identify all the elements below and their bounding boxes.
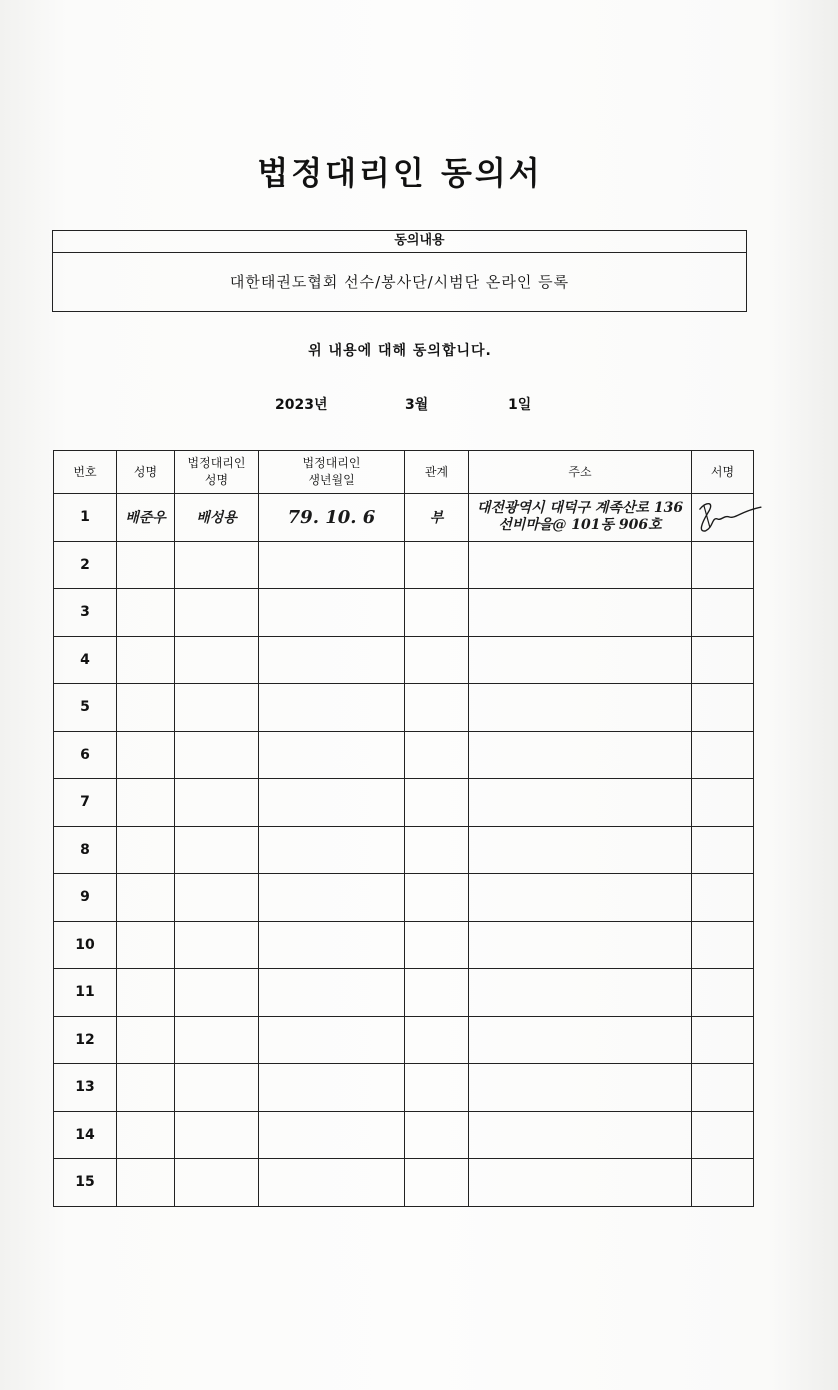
header-guardian-birth-line2: 생년월일 [308,473,355,487]
agree-statement: 위 내용에 대해 동의합니다. [308,343,492,359]
table-row [54,1016,754,1064]
date-year: 2023년 [275,397,328,413]
row-number: 10 [54,921,117,969]
table-row [54,874,754,922]
row-number: 4 [54,636,117,684]
table-row [54,731,754,779]
row-number: 7 [54,779,117,827]
document-title: 법정대리인 동의서 [257,154,543,192]
table-row [54,541,754,589]
date-month: 3월 [405,397,429,413]
table-row [54,826,754,874]
row-address [469,494,692,542]
row-number: 3 [54,589,117,637]
row-number: 13 [54,1064,117,1112]
header-name: 성명 [117,451,175,494]
row-number: 11 [54,969,117,1017]
table-row [54,636,754,684]
row-address-line2: 선비마을@ 101동 906호 [498,517,662,534]
row-signature [692,494,754,542]
row-number: 6 [54,731,117,779]
header-guardian-name [175,451,259,494]
table-row [54,1159,754,1207]
row-guardian-name: 배성용 [175,494,259,542]
table-row [54,589,754,637]
header-guardian-name-line1: 법정대리인 [187,456,246,470]
table-row [54,969,754,1017]
table-row [54,494,754,542]
row-guardian-birth: 79. 10. 6 [259,494,405,542]
row-number: 15 [54,1159,117,1207]
consent-text: 대한태권도협회 선수/봉사단/시범단 온라인 등록 [229,273,570,291]
header-relation: 관계 [405,451,469,494]
row-number: 2 [54,541,117,589]
table-row [54,1064,754,1112]
row-number: 12 [54,1016,117,1064]
consent-content-box [52,230,747,312]
date-day: 1일 [508,397,532,413]
row-address-line1: 대전광역시 대덕구 계족산로 136 [476,500,684,517]
row-number: 14 [54,1111,117,1159]
table-row [54,1111,754,1159]
row-relation: 부 [405,494,469,542]
table-row [54,779,754,827]
header-address: 주소 [469,451,692,494]
row-number: 8 [54,826,117,874]
row-number: 1 [54,494,117,542]
table-row [54,921,754,969]
table-row [54,684,754,732]
header-guardian-name-line2: 성명 [204,473,229,487]
consent-header: 동의내용 [53,231,746,253]
roster-table [53,450,754,1207]
row-name: 배준우 [117,494,175,542]
header-signature: 서명 [692,451,754,494]
row-number: 9 [54,874,117,922]
header-guardian-birth-line1: 법정대리인 [302,456,361,470]
row-number: 5 [54,684,117,732]
header-guardian-birth [259,451,405,494]
handwritten-signature [692,497,753,537]
table-header-row [54,451,754,494]
header-number: 번호 [54,451,117,494]
